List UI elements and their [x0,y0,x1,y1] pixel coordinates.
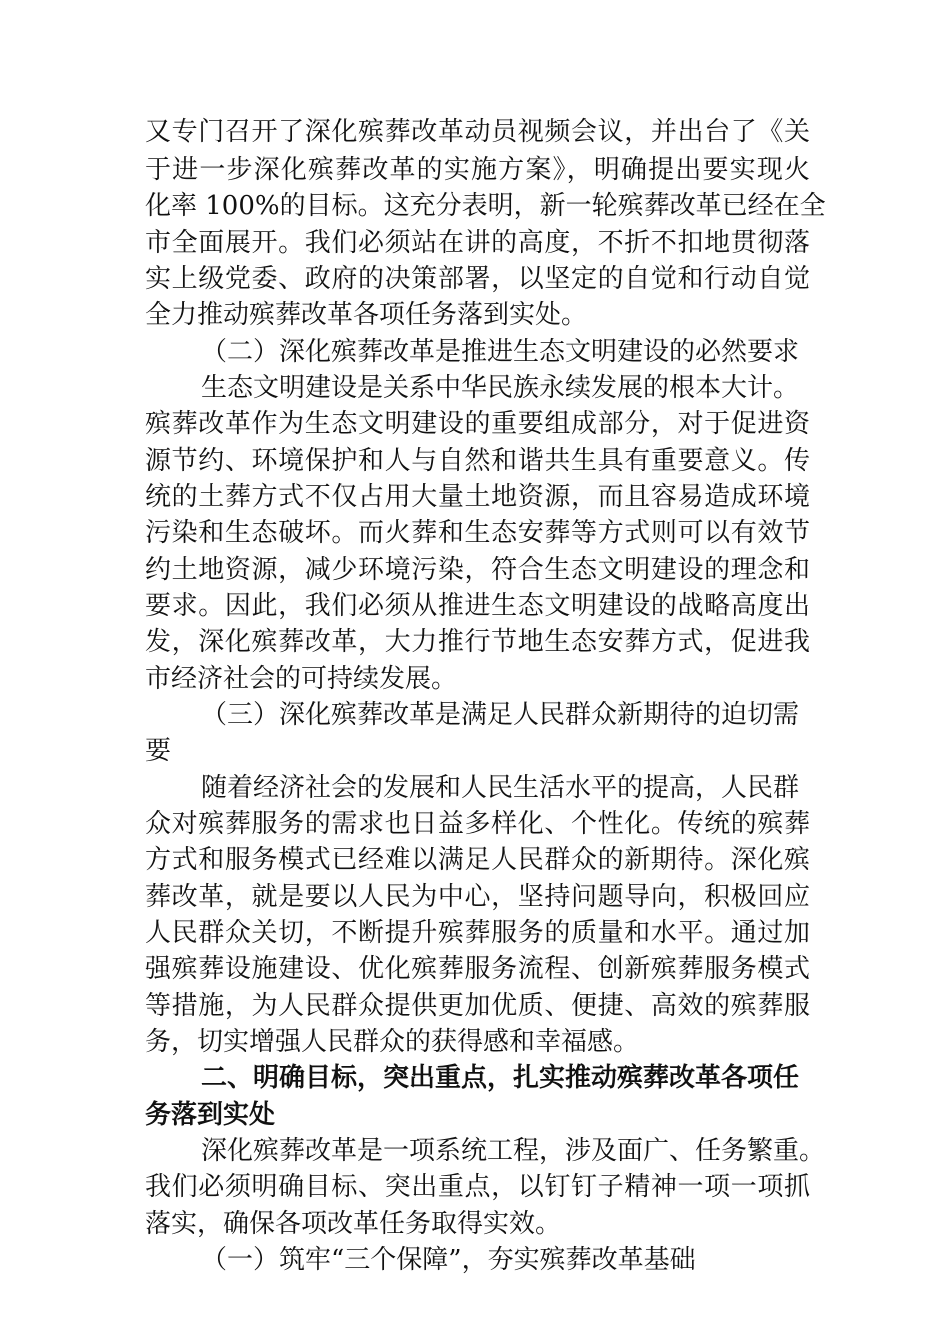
paragraph-line: 强殡葬设施建设、优化殡葬服务流程、创新殡葬服务模式 [145,954,810,984]
paragraph-line: 全力推动殡葬改革各项任务落到实处。 [145,300,588,330]
paragraph-line: 要求。因此，我们必须从推进生态文明建设的战略高度出 [145,591,810,621]
section-heading: 务落到实处 [145,1100,276,1130]
paragraph-line: 殡葬改革作为生态文明建设的重要组成部分，对于促进资 [145,409,810,439]
paragraph-line: 化率 100%的目标。这充分表明，新一轮殡葬改革已经在全 [145,191,826,221]
section-subheading: 要 [145,736,172,766]
paragraph-line: 方式和服务模式已经难以满足人民群众的新期待。深化殡 [145,845,810,875]
paragraph-line: 源节约、环境保护和人与自然和谐共生具有重要意义。传 [145,446,810,476]
paragraph-line: 务，切实增强人民群众的获得感和幸福感。 [145,1027,640,1057]
paragraph-line: 于进一步深化殡葬改革的实施方案》，明确提出要实现火 [145,155,810,185]
paragraph-line: 市经济社会的可持续发展。 [145,664,458,694]
paragraph-line: 生态文明建设是关系中华民族永续发展的根本大计。 [201,373,800,403]
paragraph-line: 我们必须明确目标、突出重点，以钉钉子精神一项一项抓 [145,1172,810,1202]
paragraph-line: 等措施，为人民群众提供更加优质、便捷、高效的殡葬服 [145,991,810,1021]
paragraph-line: 污染和生态破坏。而火葬和生态安葬等方式则可以有效节 [145,518,810,548]
paragraph-line: 又专门召开了深化殡葬改革动员视频会议，并出台了《关 [145,117,810,147]
section-subheading: （二）深化殡葬改革是推进生态文明建设的必然要求 [201,337,800,367]
paragraph-line: 深化殡葬改革是一项系统工程，涉及面广、任务繁重。 [201,1136,826,1166]
paragraph-line: 约土地资源，减少环境污染，符合生态文明建设的理念和 [145,555,810,585]
paragraph-line: 葬改革，就是要以人民为中心，坚持问题导向，积极回应 [145,882,810,912]
paragraph-line: 统的土葬方式不仅占用大量土地资源，而且容易造成环境 [145,482,810,512]
section-subheading: （三）深化殡葬改革是满足人民群众新期待的迫切需 [201,700,800,730]
section-subheading: （一）筑牢“三个保障”，夯实殡葬改革基础 [201,1245,696,1275]
paragraph-line: 人民群众关切，不断提升殡葬服务的质量和水平。通过加 [145,918,810,948]
paragraph-line: 众对殡葬服务的需求也日益多样化、个性化。传统的殡葬 [145,809,810,839]
paragraph-line: 随着经济社会的发展和人民生活水平的提高，人民群 [201,773,800,803]
paragraph-line: 发，深化殡葬改革，大力推行节地生态安葬方式，促进我 [145,627,810,657]
section-heading: 二、明确目标，突出重点，扎实推动殡葬改革各项任 [201,1063,800,1093]
paragraph-line: 落实，确保各项改革任务取得实效。 [145,1209,562,1239]
paragraph-line: 市全面展开。我们必须站在讲的高度，不折不扣地贯彻落 [145,228,810,258]
paragraph-line: 实上级党委、政府的决策部署，以坚定的自觉和行动自觉 [145,264,810,294]
